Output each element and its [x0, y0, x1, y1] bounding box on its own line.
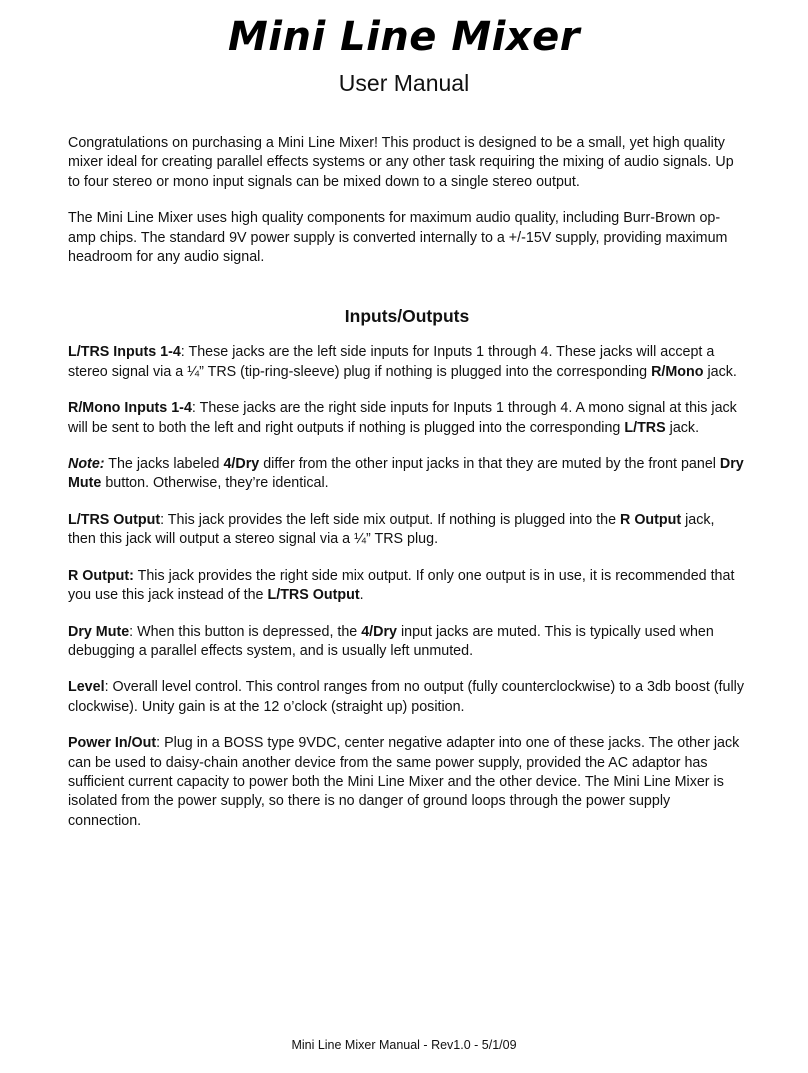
entry-text: : These jacks are the left side inputs for Inputs 1 through 4. These jacks will accept a stereo signal via a ¼” TRS (tip-ring-sleeve) plug if nothing is plugged into the corresponding [68, 344, 715, 380]
manual-body [68, 134, 746, 848]
intro-paragraph-2: The Mini Line Mixer uses high quality components for maximum audio quality, including Burr-Brown op-amp chips. The standard 9V power supply is converted internally to a +/-15V supply, providing maximum headroom for any audio signal. [68, 210, 728, 266]
entry-ref: Dry Mute [68, 456, 744, 492]
entry-text: : These jacks are the right side inputs for Inputs 1 through 4. A mono signal at this jack will be sent to both the left and right outputs if nothing is plugged into the corresponding [68, 400, 737, 436]
entry-r-output [68, 567, 746, 606]
entry-text: : When this button is depressed, the [129, 623, 362, 640]
entry-ref: R Output [620, 511, 682, 528]
page-title: Mini Line Mixer [227, 14, 581, 60]
entry-text: button. Otherwise, they’re identical. [101, 475, 329, 492]
entry-term: L/TRS Output [68, 511, 161, 528]
entry-power [68, 734, 746, 831]
page-subtitle: User Manual [338, 70, 470, 96]
entry-dry-mute [68, 623, 746, 662]
entry-term: Power In/Out [68, 735, 157, 752]
entry-text: input jacks are muted. This is typically used when debugging a parallel effects system, and is usually left unmuted. [68, 623, 714, 659]
entry-text: : This jack provides the left side mix output. If nothing is plugged into the [160, 511, 621, 528]
entry-term: Level [68, 679, 105, 696]
section-heading-inputs-outputs: Inputs/Outputs [344, 306, 470, 327]
entry-ref: L/TRS [624, 419, 666, 436]
entry-ref: 4/Dry [223, 456, 260, 473]
entry-ltrs-output [68, 511, 746, 550]
entry-text: The jacks labeled [104, 456, 224, 473]
entry-text: jack, then this jack will output a stereo signal via a ¼” TRS plug. [68, 511, 715, 548]
entry-rmono-inputs [68, 399, 746, 438]
entry-term: R Output: [68, 567, 134, 584]
entry-term: Note: [68, 456, 105, 473]
intro-paragraph-1: Congratulations on purchasing a Mini Line Mixer! This product is designed to be a small, yet high quality mixer ideal for creating parallel effects systems or any other task requiring the mixing of audio signals. Up to four stereo or mono input signals can be mixed down to a single stereo output. [68, 135, 734, 190]
entry-ref: R/Mono [651, 363, 704, 380]
entry-text: : Overall level control. This control ranges from no output (fully counterclockwise) to a 3db boost (fully clockwise). Unity gain is at the 12 o’clock (straight up) position. [68, 679, 744, 715]
entry-term: R/Mono Inputs 1-4 [68, 400, 192, 417]
entry-text: jack. [703, 363, 737, 380]
entry-note [68, 455, 746, 494]
entry-level [68, 678, 746, 717]
entry-text: differ from the other input jacks in that they are muted by the front panel [259, 456, 720, 473]
entry-text: . [359, 587, 364, 604]
entry-text: : Plug in a BOSS type 9VDC, center negative adapter into one of these jacks. The other jack can be used to daisy-chain another device from the same power supply, provided the AC adaptor has sufficient current capacity to power both the Mini Line Mixer and the other device. The Mini Line Mixer is isolated from the power supply, so there is no danger of ground loops through the power supply connection. [68, 735, 740, 829]
entry-term: Dry Mute [68, 623, 130, 640]
page-footer: Mini Line Mixer Manual - Rev1.0 - 5/1/09 [291, 1038, 517, 1052]
entry-ref: L/TRS Output [267, 587, 360, 604]
entry-text: jack. [665, 419, 700, 436]
entry-ltrs-inputs [68, 343, 746, 382]
entry-ref: 4/Dry [361, 623, 397, 640]
entry-term: L/TRS Inputs 1-4 [68, 344, 181, 361]
entry-text: This jack provides the right side mix output. If only one output is in use, it is recommended that you use this jack instead of the [68, 567, 735, 604]
